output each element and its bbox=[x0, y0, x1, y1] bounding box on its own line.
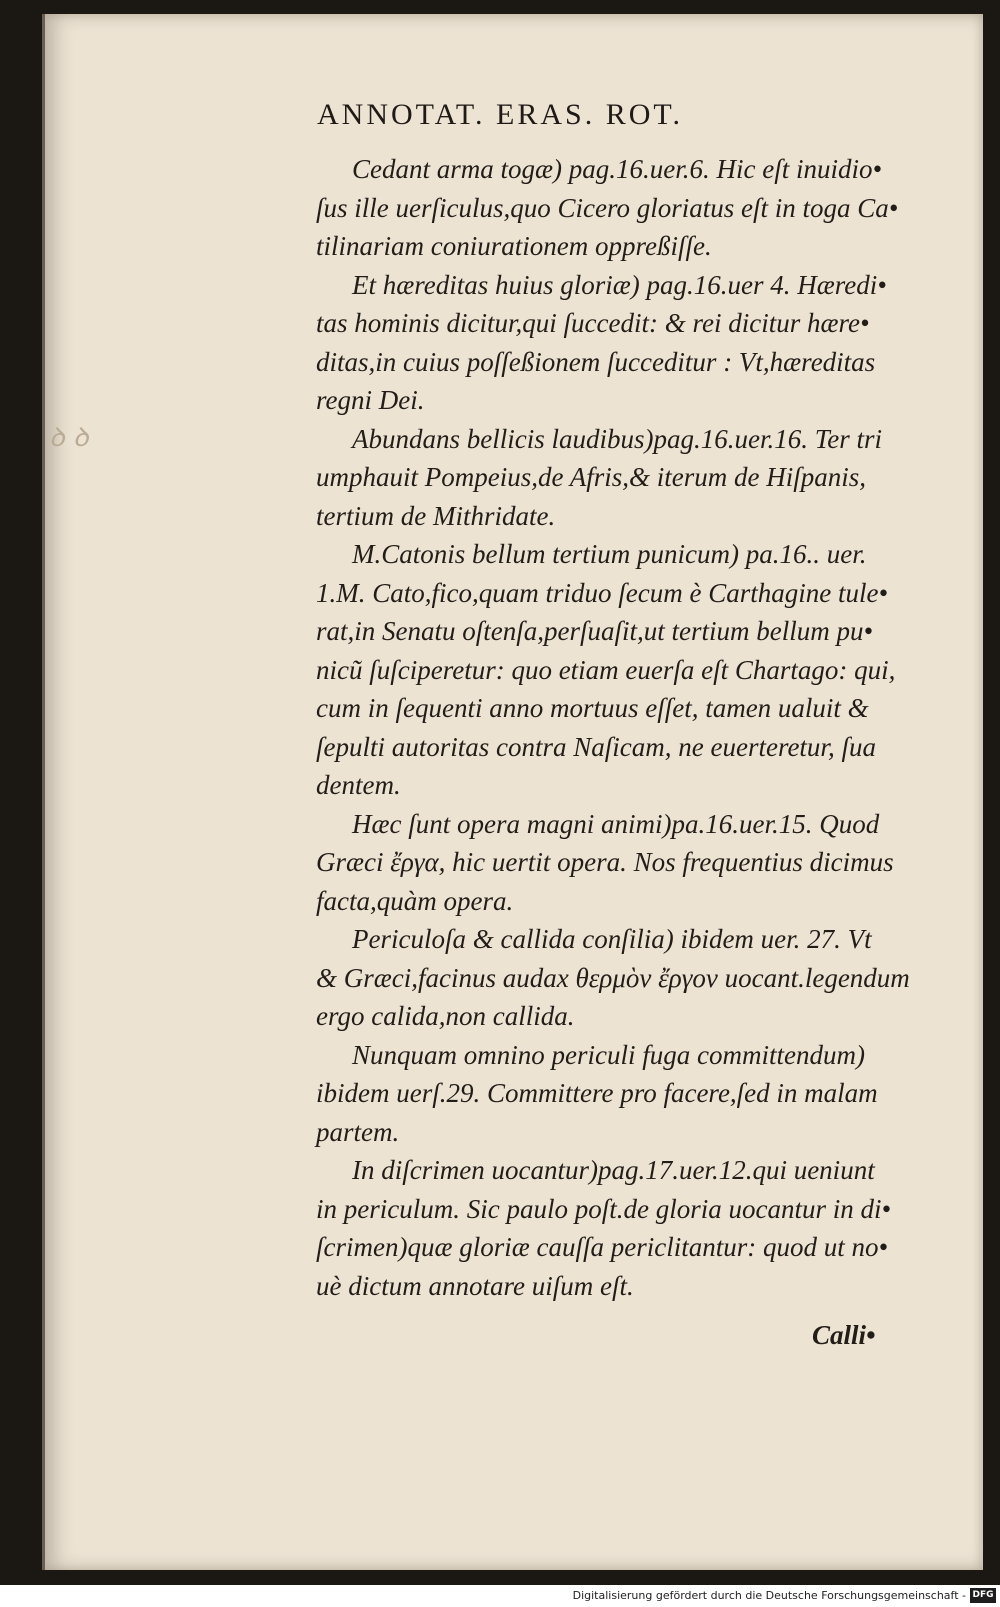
text-line: In diſcrimen uocantur)pag.17.uer.12.qui ueniunt bbox=[352, 1155, 875, 1185]
text-line: Græci ἔργα, hic uertit opera. Nos frequentius dicimus bbox=[316, 847, 894, 877]
text-line: regni Dei. bbox=[316, 385, 425, 415]
text-line: Hæc ſunt opera magni animi)pa.16.uer.15. Quod bbox=[352, 808, 880, 839]
text-line: Abundans bellicis laudibus)pag.16.uer.16. Ter tri bbox=[352, 423, 883, 454]
footer-attribution: Digitalisierung gefördert durch die Deutsche Forschungsgemeinschaft - bbox=[572, 1589, 966, 1602]
text-line: M.Catonis bellum tertium punicum) pa.16.. uer. bbox=[352, 539, 867, 569]
text-line: ſus ille uerſiculus,quo Cicero gloriatus eſt in toga Ca• bbox=[316, 192, 899, 223]
text-line: rat,in Senatu oſtenſa,perſuaſit,ut tertium bellum pu• bbox=[316, 616, 873, 646]
text-line: cum in ſequenti anno mortuus eſſet, tamen ualuit & bbox=[316, 693, 869, 723]
text-line: uè dictum annotare uiſum eſt. bbox=[316, 1270, 634, 1301]
running-head: ANNOTAT. ERAS. ROT. bbox=[317, 98, 683, 131]
text-line: & Græci,facinus audax θερμὸν ἔργον uocant.legendum bbox=[316, 962, 910, 993]
text-line: in periculum. Sic paulo poſt.de gloria uocantur in di• bbox=[316, 1193, 891, 1224]
text-line: facta,quàm opera. bbox=[316, 885, 514, 916]
text-line: ſepulti autoritas contra Naſicam, ne euerteretur, ſua bbox=[316, 731, 876, 762]
text-line: Nunquam omnino periculi fuga committendum) bbox=[352, 1039, 865, 1070]
text-line: ſcrimen)quæ gloriæ cauſſa periclitantur: quod ut no• bbox=[316, 1232, 888, 1262]
text-line: tas hominis dicitur,qui ſuccedit: & rei dicitur hære• bbox=[316, 308, 870, 338]
footer bbox=[0, 1585, 1000, 1607]
text-line: 1.M. Cato,fico,quam triduo ſecum è Carthagine tule• bbox=[316, 577, 888, 608]
text-line: partem. bbox=[316, 1116, 400, 1147]
text-line: ditas,in cuius poſſeßionem ſucceditur : Vt,hæreditas bbox=[316, 346, 876, 377]
text-line: Cedant arma togæ) pag.16.uer.6. Hic eſt inuidio• bbox=[352, 154, 882, 184]
text-block bbox=[316, 150, 928, 1305]
text-line: tilinariam coniurationem oppreßiſſe. bbox=[316, 231, 712, 261]
text-line: Et hæreditas huius gloriæ) pag.16.uer 4. Hæredi• bbox=[352, 269, 887, 300]
text-line: umphauit Pompeius,de Afris,& iterum de Hiſpanis, bbox=[316, 462, 866, 492]
gutter-marks: ꝺ ꝺ bbox=[49, 423, 89, 453]
dfg-logo: DFG bbox=[970, 1588, 996, 1603]
text-line: dentem. bbox=[316, 770, 401, 800]
text-line: ergo calida,non callida. bbox=[316, 1001, 575, 1031]
catchword: Calli• bbox=[812, 1320, 876, 1350]
text-line: ibidem uerſ.29. Committere pro facere,ſed in malam bbox=[316, 1078, 878, 1108]
text-line: nicũ ſuſciperetur: quo etiam euerſa eſt Chartago: qui, bbox=[316, 654, 896, 685]
text-line: tertium de Mithridate. bbox=[316, 500, 556, 531]
text-line: Periculoſa & callida conſilia) ibidem uer. 27. Vt bbox=[352, 924, 872, 954]
